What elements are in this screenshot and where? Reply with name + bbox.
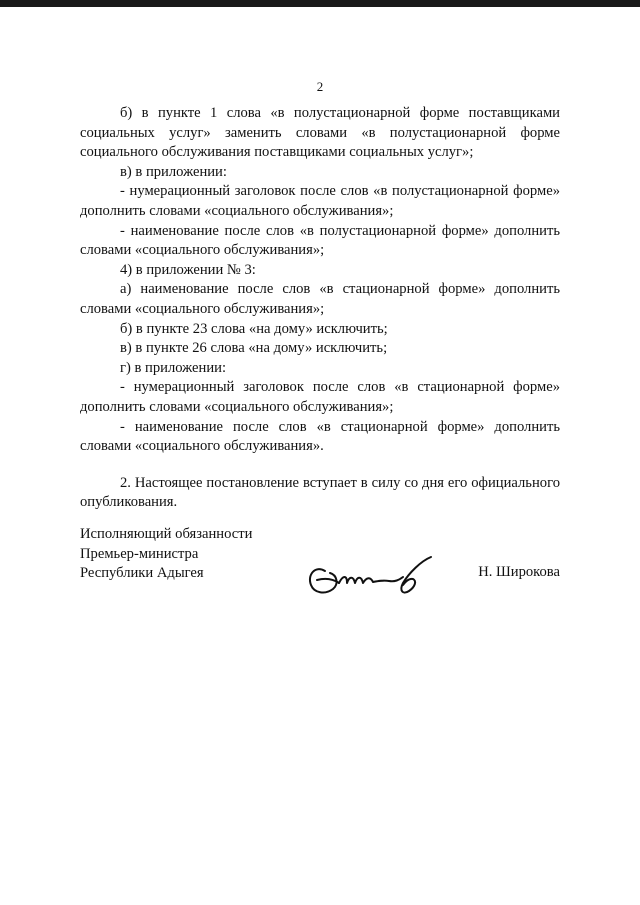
paragraph-appendix-g: г) в приложении: <box>120 359 227 376</box>
handwritten-signature <box>303 551 435 603</box>
page-number: 2 <box>316 79 324 94</box>
paragraph-amend-clause-1: б) в пункте 1 слова «в полустационарной форме поставщиками социальных услуг» заменить словами «в полустационарной форме социального обслуживания поставщиками социальных услуг»; <box>80 105 560 161</box>
document-body <box>80 104 560 513</box>
paragraph-stationary-title: - наименование после слов «в стационарной форме» дополнить словами «социального обслуживания». <box>80 418 560 455</box>
paragraph-stationary-numbering: - нумерационный заголовок после слов «в стационарной форме» дополнить словами «социального обслуживания»; <box>80 379 560 415</box>
signer-name: Н. Широкова <box>478 564 560 580</box>
paragraph-clause-23: б) в пункте 23 слова «на дому» исключить; <box>120 320 388 337</box>
signatory-title-line: Исполняющий обязанности <box>80 526 253 542</box>
paragraph-appendix-3: 4) в приложении № 3: <box>120 261 256 278</box>
paragraph-numbering-header: - нумерационный заголовок после слов «в полустационарной форме» дополнить словами «социального обслуживания»; <box>80 183 560 219</box>
paragraph-effective-date: 2. Настоящее постановление вступает в силу со дня его официального опубликования. <box>80 474 560 511</box>
paragraph-name-amend: - наименование после слов «в полустационарной форме» дополнить словами «социального обслуживания»; <box>80 222 560 259</box>
signatory-title-line: Премьер-министра <box>80 545 199 562</box>
top-border-rule <box>0 0 640 7</box>
signatory-title-line: Республики Адыгея <box>80 565 204 582</box>
paragraph-clause-26: в) в пункте 26 слова «на дому» исключить; <box>120 340 388 357</box>
paragraph-stationary-name: а) наименование после слов «в стационарной форме» дополнить словами «социального обслуживания»; <box>80 281 560 317</box>
paragraph-appendix-heading: в) в приложении: <box>120 163 227 180</box>
signatory-title <box>80 525 252 584</box>
